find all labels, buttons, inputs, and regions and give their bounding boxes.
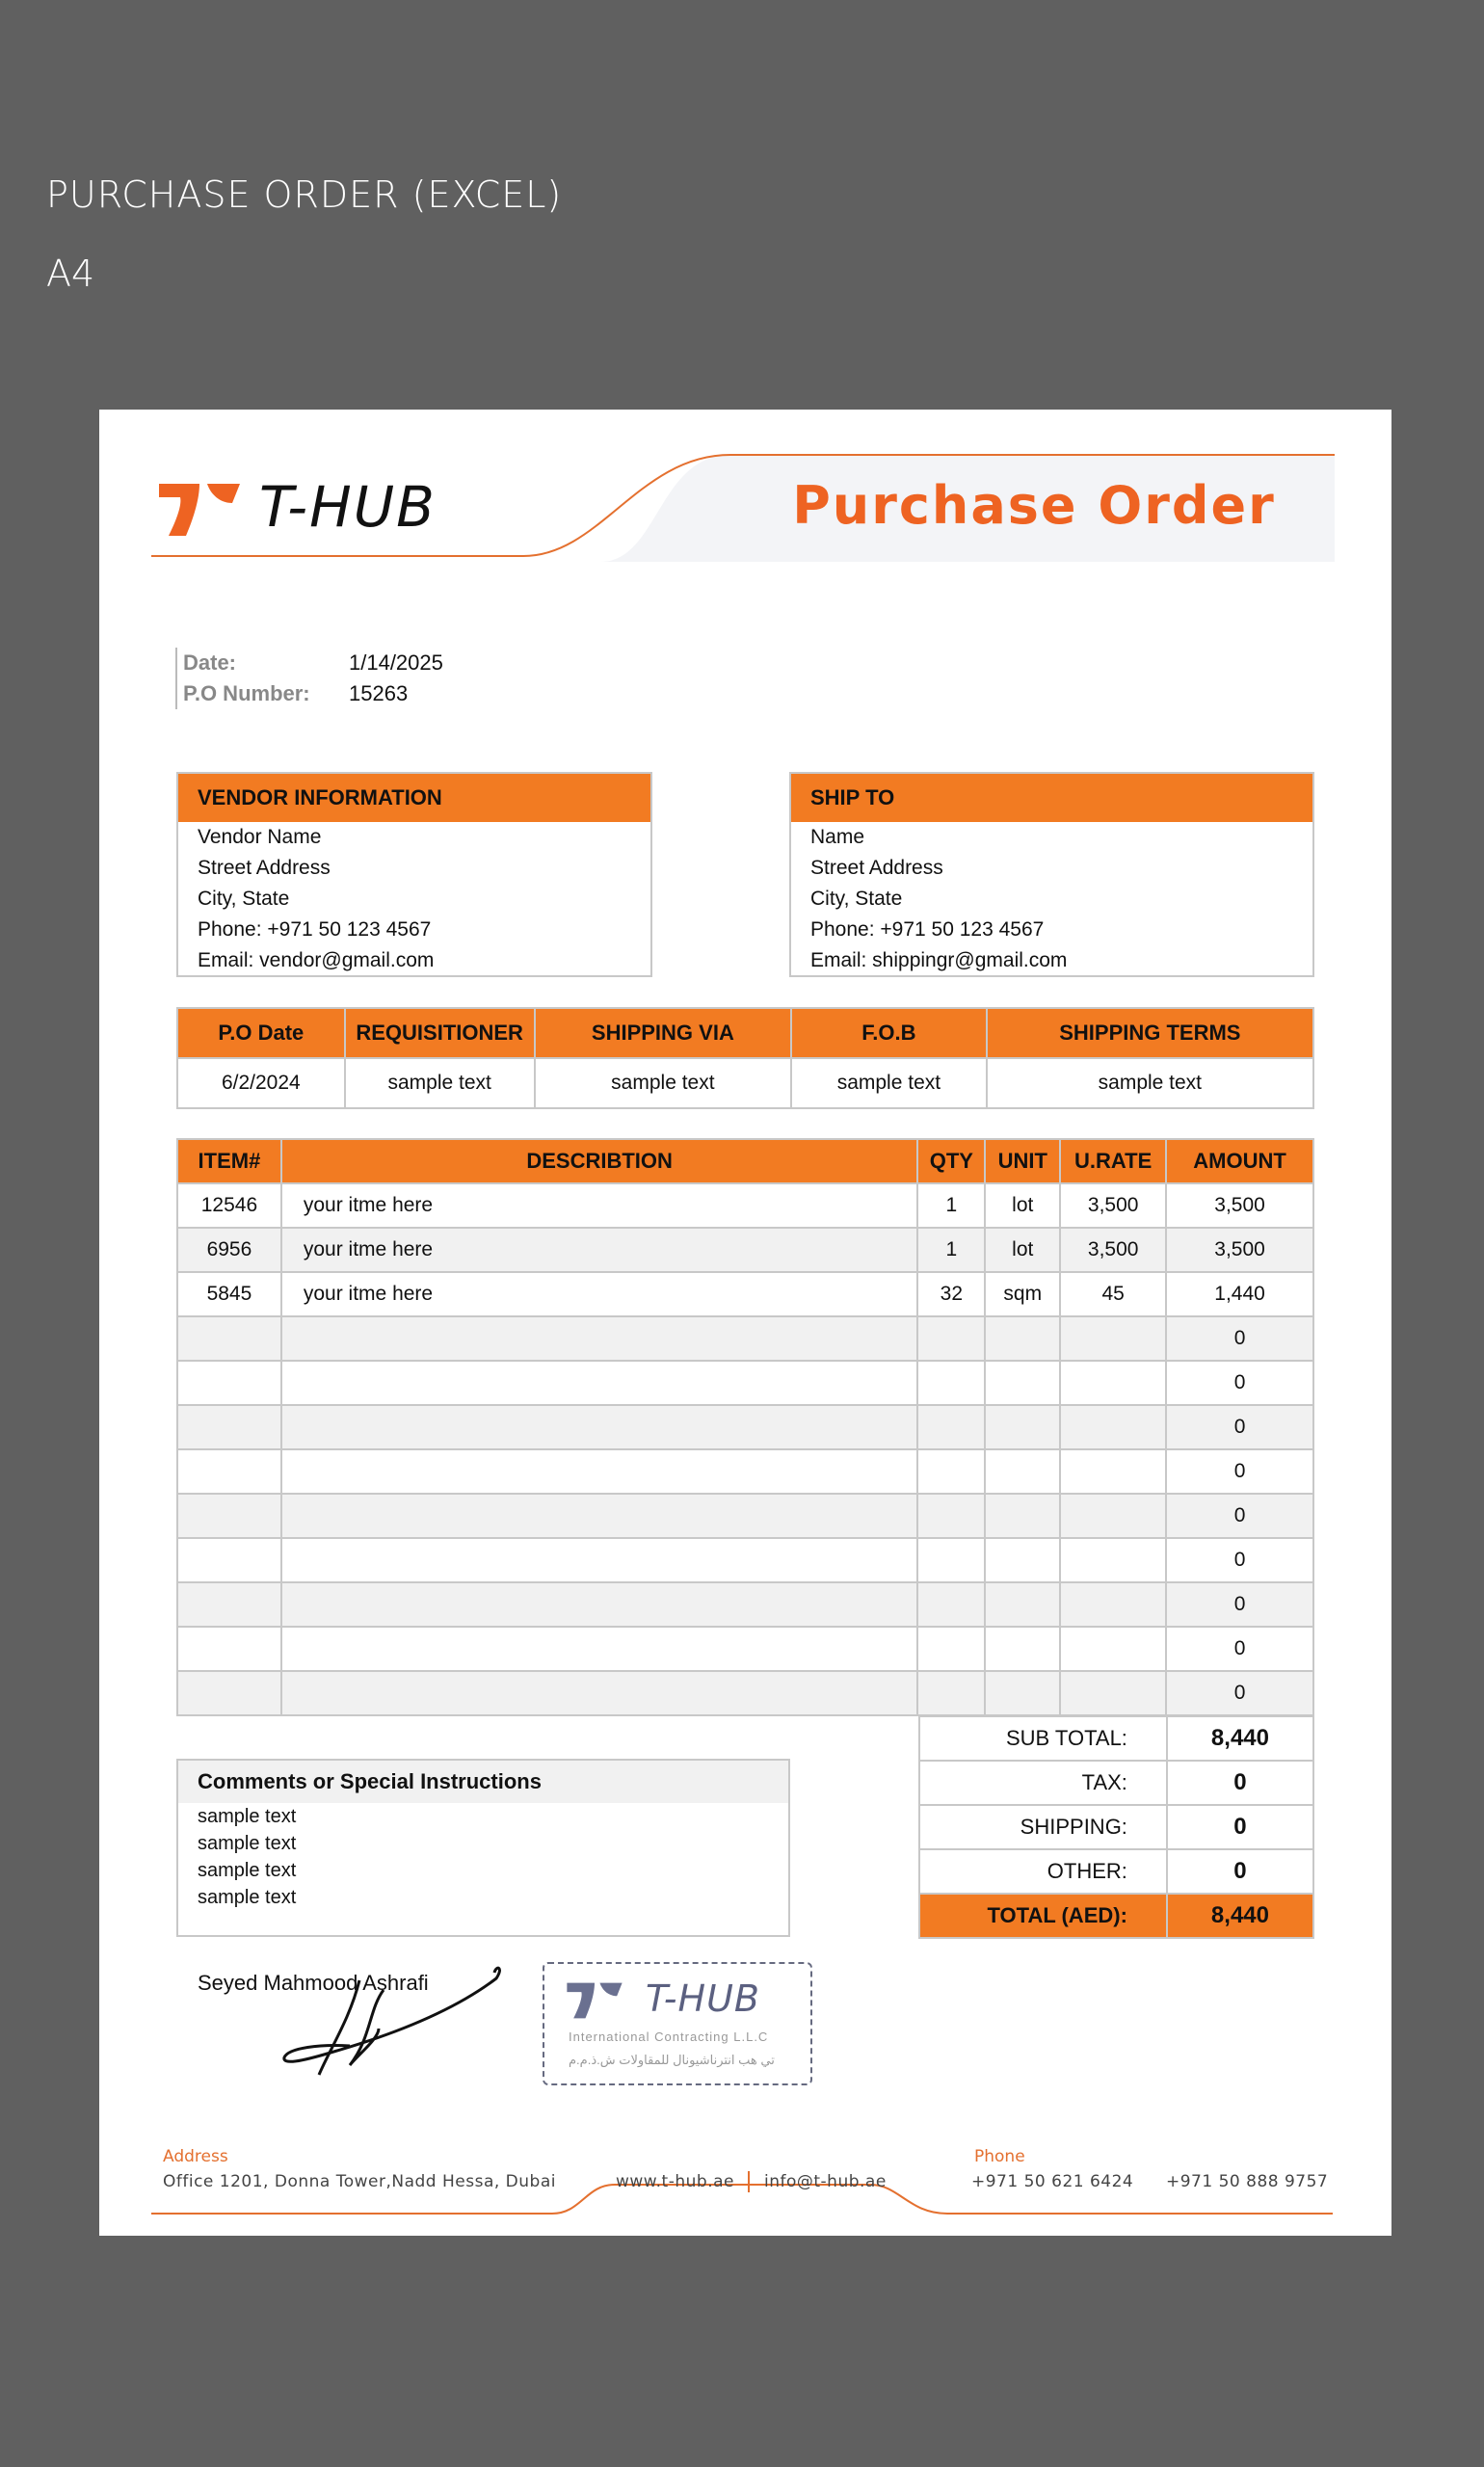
amount-cell: 0 <box>1166 1538 1313 1582</box>
tax-label: TAX: <box>919 1761 1167 1805</box>
other-row <box>919 1849 1313 1894</box>
unit-cell[interactable] <box>985 1671 1060 1715</box>
unit-rate-cell[interactable] <box>1060 1538 1166 1582</box>
amount-cell: 0 <box>1166 1361 1313 1405</box>
qty-header: QTY <box>917 1139 985 1183</box>
description-cell[interactable]: your itme here <box>281 1183 918 1228</box>
ship-to-city[interactable]: City, State <box>810 888 903 910</box>
tax-row <box>919 1761 1313 1805</box>
footer-address: Office 1201, Donna Tower,Nadd Hessa, Dubai <box>163 2172 556 2191</box>
amount-cell: 3,500 <box>1166 1183 1313 1228</box>
table-row <box>177 1627 1313 1671</box>
vendor-heading: VENDOR INFORMATION <box>178 774 650 822</box>
total-value: 8,440 <box>1167 1894 1313 1938</box>
subtotal-label: SUB TOTAL: <box>919 1716 1167 1761</box>
table-row <box>177 1494 1313 1538</box>
item-number-cell[interactable] <box>177 1494 281 1538</box>
signature-icon <box>282 1961 514 2077</box>
footer-phone-label: Phone <box>974 2147 1025 2166</box>
table-row <box>177 1228 1313 1272</box>
unit-cell[interactable] <box>985 1627 1060 1671</box>
requisitioner-cell[interactable]: sample text <box>345 1058 535 1108</box>
unit-rate-cell[interactable] <box>1060 1316 1166 1361</box>
comment-line[interactable]: sample text <box>198 1860 297 1881</box>
table-row <box>177 1361 1313 1405</box>
shipping-via-cell[interactable]: sample text <box>535 1058 791 1108</box>
item-number-cell[interactable]: 5845 <box>177 1272 281 1316</box>
qty-cell[interactable] <box>917 1405 985 1449</box>
amount-cell: 0 <box>1166 1627 1313 1671</box>
table-row <box>177 1316 1313 1361</box>
table-row <box>177 1272 1313 1316</box>
other-label: OTHER: <box>919 1849 1167 1894</box>
qty-cell[interactable] <box>917 1449 985 1494</box>
table-row <box>177 1405 1313 1449</box>
amount-cell: 1,440 <box>1166 1272 1313 1316</box>
totals-table <box>918 1715 1314 1939</box>
footer-email-link[interactable]: info@t-hub.ae <box>764 2172 887 2191</box>
po-date-cell[interactable]: 6/2/2024 <box>177 1058 345 1108</box>
po-number-label: P.O Number: <box>183 681 310 705</box>
company-stamp <box>543 1962 812 2085</box>
ship-to-box <box>789 772 1314 977</box>
comment-line[interactable]: sample text <box>198 1887 297 1908</box>
po-date-header: P.O Date <box>177 1008 345 1058</box>
amount-cell: 0 <box>1166 1671 1313 1715</box>
po-number-row <box>183 678 443 709</box>
table-row <box>177 1671 1313 1715</box>
purchase-order-document <box>99 410 1391 2236</box>
stamp-arabic-text: تي هب انترناشيونال للمقاولات ش.ذ.م.م <box>569 2053 775 2067</box>
ship-to-street[interactable]: Street Address <box>810 857 943 879</box>
amount-cell: 3,500 <box>1166 1228 1313 1272</box>
shipping-terms-cell[interactable]: sample text <box>987 1058 1313 1108</box>
amount-cell: 0 <box>1166 1582 1313 1627</box>
footer-phone-1: +971 50 621 6424 <box>971 2172 1134 2191</box>
item-number-cell[interactable] <box>177 1405 281 1449</box>
ship-to-email[interactable]: Email: shippingr@gmail.com <box>810 949 1068 971</box>
unit-rate-cell[interactable]: 45 <box>1060 1272 1166 1316</box>
description-cell[interactable] <box>281 1405 918 1449</box>
qty-cell[interactable] <box>917 1671 985 1715</box>
t-hub-logo-icon <box>157 482 242 538</box>
shipping-terms-header: SHIPPING TERMS <box>987 1008 1313 1058</box>
footer-address-label: Address <box>163 2147 228 2166</box>
other-value[interactable]: 0 <box>1167 1849 1313 1894</box>
unit-rate-cell[interactable] <box>1060 1494 1166 1538</box>
unit-cell[interactable]: lot <box>985 1183 1060 1228</box>
amount-cell: 0 <box>1166 1449 1313 1494</box>
qty-cell[interactable] <box>917 1582 985 1627</box>
page-format: A4 <box>46 252 95 295</box>
unit-rate-cell[interactable] <box>1060 1582 1166 1627</box>
date-row <box>183 648 443 678</box>
shipping-label: SHIPPING: <box>919 1805 1167 1849</box>
amount-header: AMOUNT <box>1166 1139 1313 1183</box>
description-header: DESCRIBTION <box>281 1139 918 1183</box>
tax-value[interactable]: 0 <box>1167 1761 1313 1805</box>
vendor-street[interactable]: Street Address <box>198 857 331 879</box>
page-heading: PURCHASE ORDER (EXCEL) <box>46 173 563 216</box>
shipping-row <box>919 1805 1313 1849</box>
subtotal-row <box>919 1716 1313 1761</box>
unit-cell[interactable] <box>985 1316 1060 1361</box>
unit-cell[interactable] <box>985 1494 1060 1538</box>
shipping-value[interactable]: 0 <box>1167 1805 1313 1849</box>
ship-to-name[interactable]: Name <box>810 826 865 848</box>
item-number-cell[interactable]: 6956 <box>177 1228 281 1272</box>
table-row <box>177 1582 1313 1627</box>
subtotal-value: 8,440 <box>1167 1716 1313 1761</box>
footer-line-shape <box>99 2154 1391 2231</box>
ship-to-heading: SHIP TO <box>791 774 1312 822</box>
vendor-email[interactable]: Email: vendor@gmail.com <box>198 949 435 971</box>
description-cell[interactable] <box>281 1449 918 1494</box>
qty-cell[interactable]: 32 <box>917 1272 985 1316</box>
item-number-cell[interactable] <box>177 1538 281 1582</box>
unit-rate-header: U.RATE <box>1060 1139 1166 1183</box>
amount-cell: 0 <box>1166 1494 1313 1538</box>
qty-cell[interactable] <box>917 1538 985 1582</box>
unit-rate-cell[interactable] <box>1060 1361 1166 1405</box>
item-number-header: ITEM# <box>177 1139 281 1183</box>
table-row <box>177 1183 1313 1228</box>
requisitioner-header: REQUISITIONER <box>345 1008 535 1058</box>
ship-to-phone[interactable]: Phone: +971 50 123 4567 <box>810 918 1045 941</box>
vendor-info-box <box>176 772 652 977</box>
unit-cell[interactable] <box>985 1582 1060 1627</box>
item-number-cell[interactable] <box>177 1582 281 1627</box>
unit-rate-cell[interactable] <box>1060 1671 1166 1715</box>
stamp-brand: T-HUB <box>646 1977 760 2020</box>
unit-cell[interactable] <box>985 1449 1060 1494</box>
grand-total-row <box>919 1894 1313 1938</box>
comment-line[interactable]: sample text <box>198 1806 297 1827</box>
unit-cell[interactable] <box>985 1538 1060 1582</box>
description-cell[interactable] <box>281 1538 918 1582</box>
comment-line[interactable]: sample text <box>198 1833 297 1854</box>
qty-cell[interactable] <box>917 1361 985 1405</box>
qty-cell[interactable]: 1 <box>917 1183 985 1228</box>
table-row <box>177 1538 1313 1582</box>
date-label: Date: <box>183 650 237 675</box>
description-cell[interactable]: your itme here <box>281 1228 918 1272</box>
unit-rate-cell[interactable] <box>1060 1627 1166 1671</box>
qty-cell[interactable] <box>917 1627 985 1671</box>
stamp-english-text: International Contracting L.L.C <box>569 2029 769 2044</box>
description-cell[interactable] <box>281 1316 918 1361</box>
footer-phone-2: +971 50 888 9757 <box>1166 2172 1329 2191</box>
item-number-cell[interactable] <box>177 1361 281 1405</box>
description-cell[interactable] <box>281 1671 918 1715</box>
document-title: Purchase Order <box>792 475 1276 536</box>
po-info-value-row <box>177 1058 1313 1108</box>
po-info-table <box>176 1007 1314 1109</box>
description-cell[interactable]: your itme here <box>281 1272 918 1316</box>
table-row <box>177 1449 1313 1494</box>
po-number-value[interactable]: 15263 <box>349 681 409 705</box>
unit-header: UNIT <box>985 1139 1060 1183</box>
item-number-cell[interactable] <box>177 1449 281 1494</box>
unit-cell[interactable]: lot <box>985 1228 1060 1272</box>
qty-cell[interactable] <box>917 1494 985 1538</box>
description-cell[interactable] <box>281 1627 918 1671</box>
qty-cell[interactable] <box>917 1316 985 1361</box>
item-number-cell[interactable]: 12546 <box>177 1183 281 1228</box>
comments-box <box>176 1759 790 1937</box>
footer-website-link[interactable]: www.t-hub.ae <box>616 2172 734 2191</box>
description-cell[interactable] <box>281 1494 918 1538</box>
unit-cell[interactable]: sqm <box>985 1272 1060 1316</box>
line-items-table <box>176 1138 1314 1716</box>
unit-rate-cell[interactable]: 3,500 <box>1060 1228 1166 1272</box>
item-number-cell[interactable] <box>177 1627 281 1671</box>
po-meta <box>175 648 443 709</box>
footer-separator <box>748 2171 750 2192</box>
unit-cell[interactable] <box>985 1361 1060 1405</box>
vendor-city[interactable]: City, State <box>198 888 290 910</box>
shipping-via-header: SHIPPING VIA <box>535 1008 791 1058</box>
signer-name: Seyed Mahmood Ashrafi <box>198 1971 429 1995</box>
unit-rate-cell[interactable] <box>1060 1405 1166 1449</box>
fob-header: F.O.B <box>791 1008 987 1058</box>
items-header-row <box>177 1139 1313 1183</box>
description-cell[interactable] <box>281 1582 918 1627</box>
comments-heading: Comments or Special Instructions <box>178 1761 788 1803</box>
fob-cell[interactable]: sample text <box>791 1058 987 1108</box>
description-cell[interactable] <box>281 1361 918 1405</box>
brand-name: T-HUB <box>259 474 437 540</box>
item-number-cell[interactable] <box>177 1671 281 1715</box>
amount-cell: 0 <box>1166 1316 1313 1361</box>
stamp-logo-icon <box>566 1979 623 2022</box>
unit-cell[interactable] <box>985 1405 1060 1449</box>
unit-rate-cell[interactable]: 3,500 <box>1060 1183 1166 1228</box>
total-label: TOTAL (AED): <box>919 1894 1167 1938</box>
po-info-header-row <box>177 1008 1313 1058</box>
vendor-phone[interactable]: Phone: +971 50 123 4567 <box>198 918 432 941</box>
unit-rate-cell[interactable] <box>1060 1449 1166 1494</box>
qty-cell[interactable]: 1 <box>917 1228 985 1272</box>
date-value[interactable]: 1/14/2025 <box>349 650 443 675</box>
vendor-name[interactable]: Vendor Name <box>198 826 322 848</box>
amount-cell: 0 <box>1166 1405 1313 1449</box>
item-number-cell[interactable] <box>177 1316 281 1361</box>
